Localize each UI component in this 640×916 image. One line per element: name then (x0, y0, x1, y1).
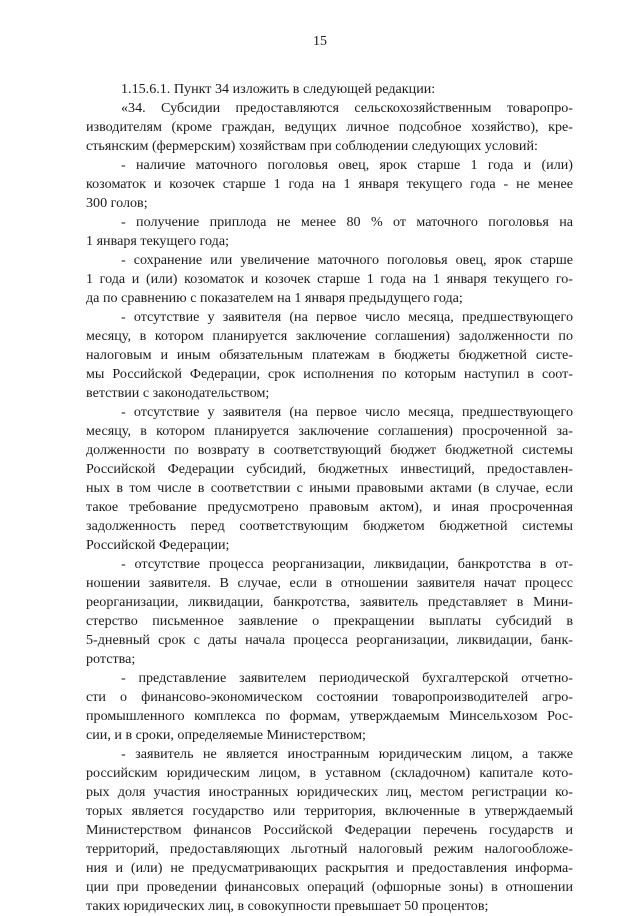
text-line: территорий, предоставляющих льготный налоговый режим налогообложе- (86, 841, 573, 857)
text-line: промышленного комплекса по формам, утверждаемым Минсельхозом Рос- (86, 708, 573, 724)
paragraph (86, 80, 573, 99)
text-line: рых доля участия иностранных юридических лиц, местом регистрации ко- (86, 784, 573, 800)
paragraph (86, 213, 573, 251)
text-line: ротства; (86, 651, 136, 667)
text-line: козоматок и козочек старше 1 года на 1 января текущего года - не менее (86, 176, 573, 192)
document-body (86, 80, 573, 916)
text-line: 5-дневный срок с даты начала процесса реорганизации, ликвидации, банк- (86, 632, 573, 648)
text-line: месяцу, в котором планируется заключение соглашения) просроченной за- (86, 423, 573, 439)
text-line: да по сравнению с показателем на 1 января предыдущего года; (86, 290, 463, 306)
text-line: ветствии с законодательством; (86, 385, 270, 401)
paragraph (86, 403, 573, 555)
text-line: месяцу, в котором планируется заключение соглашения) задолженности по (86, 328, 573, 344)
paragraph (86, 745, 573, 916)
text-line: налоговым и иным обязательным платежам в бюджеты бюджетной систе- (86, 347, 573, 363)
text-line: 300 голов; (86, 195, 148, 211)
text-line: мы Российской Федерации, срок исполнения по которым наступил в соот- (86, 366, 573, 382)
text-line: - представление заявителем периодической бухгалтерской отчетно- (121, 670, 573, 686)
text-line: - отсутствие у заявителя (на первое число месяца, предшествующего (121, 404, 573, 420)
text-line: - заявитель не является иностранным юридическим лицом, а также (121, 746, 573, 762)
text-line: Министерством финансов Российской Федерации перечень государств и (86, 822, 573, 838)
paragraph (86, 669, 573, 745)
text-line: «34. Субсидии предоставляются сельскохозяйственным товаропро- (121, 100, 573, 116)
text-line: ношении заявителя. В случае, если в отношении заявителя начат процесс (86, 575, 573, 591)
text-line: такое требование предусмотрено правовым актом), и иная просроченная (86, 499, 573, 515)
text-line: - сохранение или увеличение маточного поголовья овец, ярок старше (121, 252, 573, 268)
paragraph (86, 251, 573, 308)
text-line: Российской Федерации субсидий, бюджетных инвестиций, предоставлен- (86, 461, 573, 477)
text-line: - отсутствие процесса реорганизации, ликвидации, банкротства в от- (121, 556, 573, 572)
text-line: изводителям (кроме граждан, ведущих личное подсобное хозяйство), кре- (86, 119, 573, 135)
text-line: ния и (или) не предусматривающих раскрытия и предоставления информа- (86, 860, 573, 876)
paragraph (86, 308, 573, 403)
text-line: реорганизации, ликвидации, банкротства, заявитель представляет в Мини- (86, 594, 573, 610)
text-line: стьянским (фермерским) хозяйствам при соблюдении следующих условий: (86, 138, 538, 154)
paragraph (86, 99, 573, 156)
text-line: долженности по возврату в соответствующий бюджет бюджетной системы (86, 442, 573, 458)
text-line: сти о финансово-экономическом состоянии товаропроизводителей агро- (86, 689, 573, 705)
paragraph (86, 156, 573, 213)
text-line: задолженность перед соответствующим бюджетом бюджетной системы (86, 518, 573, 534)
paragraph (86, 555, 573, 669)
text-line: российским юридическим лицом, в уставном (складочном) капитале кото- (86, 765, 573, 781)
text-line: - отсутствие у заявителя (на первое число месяца, предшествующего (121, 309, 573, 325)
text-line: 1 года и (или) козоматок и козочек старше 1 года на 1 января текущего го- (86, 271, 573, 287)
text-line: стерство письменное заявление о прекращении выплаты субсидий в (86, 613, 573, 629)
text-line: ции при проведении финансовых операций (офшорные зоны) в отношении (86, 879, 573, 895)
text-line: таких юридических лиц, в совокупности превышает 50 процентов; (86, 898, 489, 914)
text-line: ных в том числе в соответствии с иными правовыми актами (в случае, если (86, 480, 573, 496)
text-line: - получение приплода не менее 80 % от маточного поголовья на (121, 214, 573, 230)
page-number: 15 (313, 34, 327, 49)
text-line: торых является государство или территория, включенные в утверждаемый (86, 803, 573, 819)
text-line: Российской Федерации; (86, 537, 230, 553)
text-line: 1 января текущего года; (86, 233, 230, 249)
text-line: - наличие маточного поголовья овец, ярок старше 1 года и (или) (121, 157, 573, 173)
text-line: сии, и в сроки, определяемые Министерством; (86, 727, 366, 743)
text-line: 1.15.6.1. Пункт 34 изложить в следующей редакции: (121, 81, 436, 97)
